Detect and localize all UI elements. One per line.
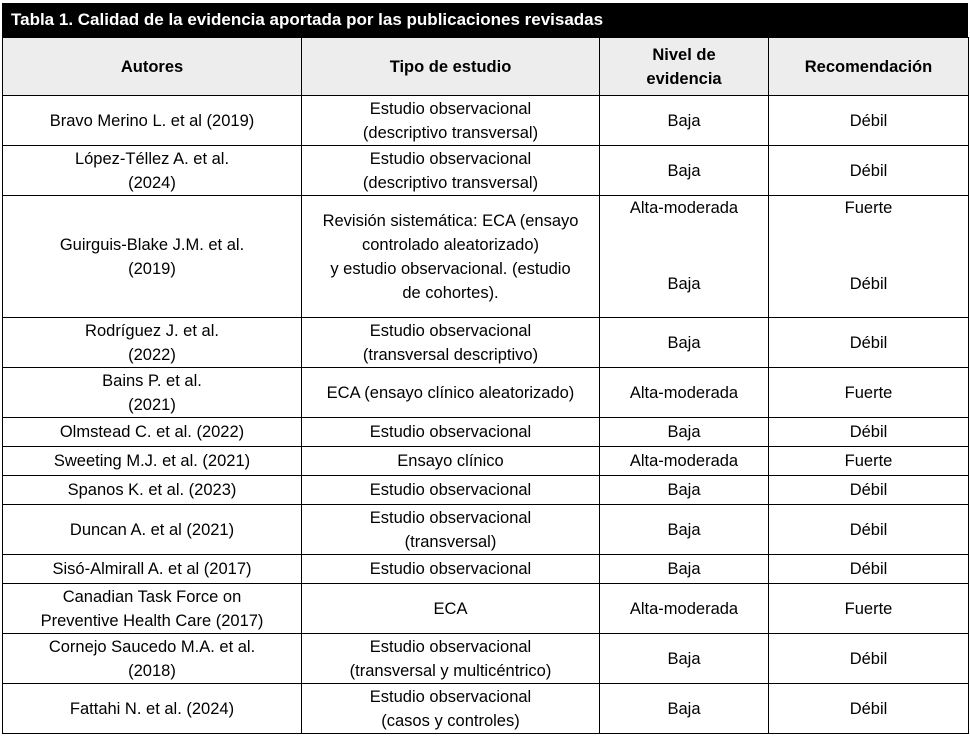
cell-nivel-evidencia: Baja [600,684,769,734]
recomendacion-value: Fuerte [844,199,893,217]
autores-line: Bravo Merino L. et al (2019) [49,111,255,130]
cell-nivel-evidencia: Baja [600,96,769,146]
table-row [3,584,969,634]
header-recomendacion: Recomendación [769,38,969,96]
cell-tipo-estudio [302,447,600,476]
tipo-line: (transversal) [404,532,497,551]
table-row [3,476,969,505]
recomendacion-value: Débil [849,275,888,293]
nivel-value: Baja [667,275,701,293]
tipo-line: Estudio observacional [369,149,532,168]
cell-autores [3,196,302,318]
cell-tipo-estudio [302,146,600,196]
cell-autores [3,555,302,584]
header-row [3,38,969,96]
autores-line: Sisó-Almirall A. et al (2017) [52,560,252,578]
table-row [3,196,969,318]
cell-recomendacion: Débil [769,634,969,684]
cell-nivel-evidencia: Baja [600,505,769,555]
tipo-line: Estudio observacional [369,560,532,578]
cell-autores [3,505,302,555]
tipo-line: (casos y controles) [381,711,520,730]
cell-tipo-estudio [302,505,600,555]
cell-recomendacion: Débil [769,476,969,505]
autores-line: Guirguis-Blake J.M. et al. [59,235,245,254]
autores-line: Spanos K. et al. (2023) [67,481,237,499]
table-row [3,634,969,684]
evidence-table-container [2,3,968,734]
header-tipo-estudio: Tipo de estudio [302,38,600,96]
autores-line: Preventive Health Care (2017) [40,611,264,630]
table-row [3,368,969,418]
header-nivel-line2: evidencia [646,69,722,88]
tipo-line: ECA (ensayo clínico aleatorizado) [326,383,575,402]
cell-recomendacion: Débil [769,96,969,146]
autores-line: Canadian Task Force on [62,587,242,606]
tipo-line: ECA [433,599,468,618]
header-nivel-evidencia [600,38,769,96]
header-nivel-line1: Nivel de [652,45,716,64]
table-row [3,684,969,734]
cell-tipo-estudio [302,476,600,505]
table-row [3,146,969,196]
cell-tipo-estudio [302,368,600,418]
tipo-line: (descriptivo transversal) [362,123,539,142]
autores-line: Rodríguez J. et al. [85,321,219,340]
cell-recomendacion: Fuerte [769,447,969,476]
cell-autores [3,476,302,505]
tipo-line: Estudio observacional [369,637,532,656]
cell-recomendacion: Débil [769,318,969,368]
cell-nivel-evidencia: Baja [600,634,769,684]
cell-nivel-evidencia: Alta-moderada [600,447,769,476]
tipo-line: Estudio observacional [369,99,532,118]
autores-line: (2019) [128,259,176,278]
autores-line: Bains P. et al. [102,371,202,390]
table-row [3,555,969,584]
evidence-table [2,37,969,734]
table-body [3,96,969,734]
cell-autores [3,96,302,146]
autores-line: Duncan A. et al (2021) [69,520,235,539]
autores-line: (2024) [128,173,176,192]
cell-tipo-estudio [302,555,600,584]
cell-recomendacion: Fuerte [769,584,969,634]
cell-tipo-estudio [302,196,600,318]
cell-nivel-evidencia: Baja [600,146,769,196]
cell-recomendacion: Fuerte [769,368,969,418]
tipo-line: de cohortes). [402,283,499,302]
cell-autores [3,447,302,476]
cell-autores [3,584,302,634]
cell-autores [3,368,302,418]
tipo-line: (transversal descriptivo) [362,345,539,364]
cell-tipo-estudio [302,584,600,634]
autores-line: (2018) [128,661,176,680]
cell-nivel-evidencia: Baja [600,555,769,584]
autores-line: López-Téllez A. et al. [74,149,230,168]
tipo-line: Estudio observacional [369,508,532,527]
table-row [3,505,969,555]
cell-recomendacion: Débil [769,146,969,196]
autores-line: Cornejo Saucedo M.A. et al. [48,637,256,656]
table-row [3,318,969,368]
nivel-stack [606,196,762,306]
cell-tipo-estudio [302,418,600,447]
tipo-line: Estudio observacional [369,481,532,499]
tipo-line: Estudio observacional [369,687,532,706]
header-autores: Autores [3,38,302,96]
cell-nivel-evidencia: Alta-moderada [600,368,769,418]
cell-nivel-evidencia: Baja [600,418,769,447]
cell-nivel-evidencia [600,196,769,318]
tipo-line: (transversal y multicéntrico) [349,661,552,680]
cell-recomendacion: Débil [769,505,969,555]
tipo-line: (descriptivo transversal) [362,173,539,192]
tipo-line: y estudio observacional. (estudio [330,259,571,278]
table-title: Tabla 1. Calidad de la evidencia aportada por las publicaciones revisadas [2,3,968,37]
tipo-line: Estudio observacional [369,321,532,340]
cell-recomendacion: Débil [769,684,969,734]
cell-autores [3,684,302,734]
cell-tipo-estudio [302,318,600,368]
cell-autores [3,418,302,447]
cell-recomendacion: Débil [769,555,969,584]
table-row [3,418,969,447]
cell-nivel-evidencia: Baja [600,476,769,505]
recomendacion-stack [775,196,962,306]
cell-tipo-estudio [302,684,600,734]
cell-tipo-estudio [302,96,600,146]
table-row [3,96,969,146]
cell-autores [3,634,302,684]
cell-recomendacion: Débil [769,418,969,447]
autores-line: Fattahi N. et al. (2024) [69,699,235,718]
cell-recomendacion [769,196,969,318]
cell-tipo-estudio [302,634,600,684]
cell-nivel-evidencia: Alta-moderada [600,584,769,634]
autores-line: (2022) [128,345,176,364]
tipo-line: controlado aleatorizado) [361,235,540,254]
nivel-value: Alta-moderada [629,199,739,217]
autores-line: (2021) [128,395,176,414]
cell-autores [3,146,302,196]
table-row [3,447,969,476]
tipo-line: Ensayo clínico [397,452,504,470]
tipo-line: Estudio observacional [369,423,532,441]
tipo-line: Revisión sistemática: ECA (ensayo [322,211,579,230]
cell-nivel-evidencia: Baja [600,318,769,368]
cell-autores [3,318,302,368]
autores-line: Sweeting M.J. et al. (2021) [53,452,251,470]
autores-line: Olmstead C. et al. (2022) [59,423,245,441]
